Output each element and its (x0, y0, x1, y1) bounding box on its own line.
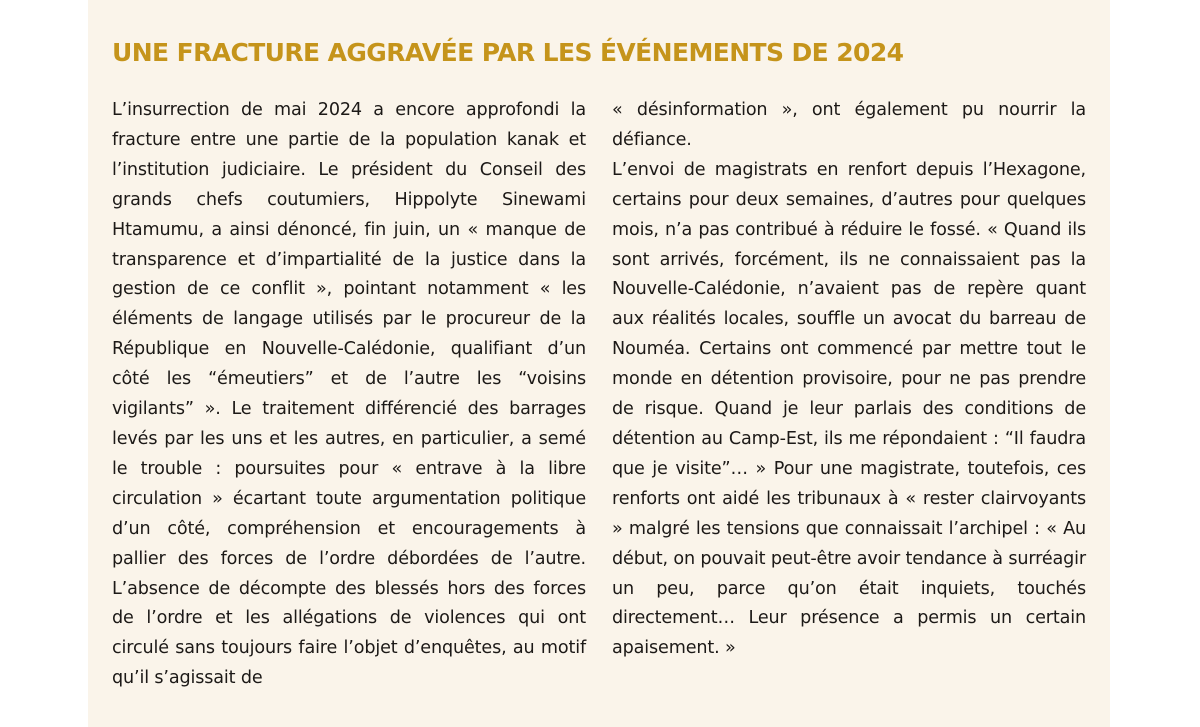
left-paragraph: L’insurrection de mai 2024 a encore approfondi la fracture entre une partie de la population kanak et l’institution judiciaire. Le président du Conseil des grands chefs coutumiers, Hippolyte Sinewami Htamumu, a ainsi dénoncé, fin juin, un « manque de transparence et d’impartialité de la justice dans la gestion de ce conflit », pointant notamment « les éléments de langage utilisés par le procureur de la République en Nouvelle-Calédonie, qualifiant d’un côté les “émeutiers” et de l’autre les “voisins vigilants” ». Le traitement différencié des barrages levés par les uns et les autres, en particulier, a semé le trouble : poursuites pour « entrave à la libre circulation » écartant toute argumentation politique d’un côté, compréhension et encouragements à pallier des forces de l’ordre débordées de l’autre. L’absence de décompte des blessés hors des forces de l’ordre et les allégations de violences qui ont circulé sans toujours faire l’objet d’enquêtes, au motif qu’il s’agissait de (112, 100, 586, 689)
left-column (112, 96, 586, 694)
right-column (612, 96, 1086, 664)
section-heading: UNE FRACTURE AGGRAVÉE PAR LES ÉVÉNEMENTS DE 2024 (112, 38, 904, 67)
right-paragraph-2: L’envoi de magistrats en renfort depuis l’Hexagone, certains pour deux semaines, d’autres pour quelques mois, n’a pas contribué à réduire le fossé. « Quand ils sont arrivés, forcément, ils ne connaissaient pas la Nouvelle-Calédonie, n’avaient pas de repère quant aux réalités locales, souffle un avocat du barreau de Nouméa. Certains ont commencé par mettre tout le monde en détention provisoire, pour ne pas prendre de risque. Quand je leur parlais des conditions de détention au Camp-Est, ils me répondaient : “Il faudra que je visite”… » Pour une magistrate, toutefois, ces renforts ont aidé les tribunaux à « rester clairvoyants » malgré les tensions que connaissait l’archipel : « Au début, on pouvait peut-être avoir tendance à surréagir un peu, parce qu’on était inquiets, touchés directement… Leur présence a permis un certain apaisement. » (612, 159, 1086, 659)
right-paragraph-1: « désinformation », ont également pu nourrir la défiance. (612, 100, 1086, 150)
